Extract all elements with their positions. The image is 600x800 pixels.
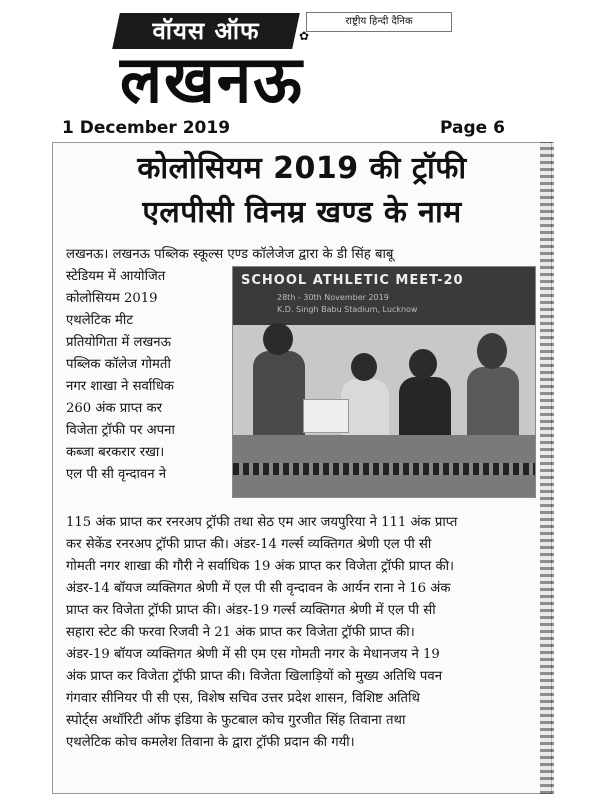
column-line: नगर शाखा ने सर्वाधिक — [66, 379, 174, 394]
body-line: एथलेटिक कोच कमलेश तिवाना के द्वारा ट्रॉफी प्रदान की गयी। — [66, 735, 355, 750]
photo-banner-title: SCHOOL ATHLETIC MEET-20 — [241, 273, 464, 288]
person-head — [351, 353, 377, 381]
flower-garland — [233, 463, 535, 475]
column-line: पब्लिक कॉलेज गोमती — [66, 357, 171, 372]
person-head — [477, 333, 507, 369]
issue-date: 1 December 2019 — [62, 118, 231, 138]
column-line: कब्जा बरकरार रखा। — [66, 445, 165, 460]
trophy-plaque — [303, 399, 349, 433]
body-line: अंडर-14 बॉयज व्यक्तिगत श्रेणी में एल पी सी वृन्दावन के आर्यन राना ने 16 अंक — [66, 581, 451, 596]
body-line: कर सेकेंड रनरअप ट्रॉफी प्राप्त की। अंडर-14 गर्ल्स व्यक्तिगत श्रेणी एल पी सी — [66, 537, 432, 552]
photo-banner — [233, 267, 535, 325]
body-line: अंक प्राप्त कर विजेता ट्रॉफी प्राप्त की। विजेता खिलाड़ियों को मुख्य अतिथि पवन — [66, 669, 443, 684]
column-line: स्टेडियम में आयोजित — [66, 269, 166, 284]
article-intro: लखनऊ। लखनऊ पब्लिक स्कूल्स एण्ड कॉलेजेज द्वारा के डी सिंह बाबू — [66, 247, 394, 262]
body-line: सहारा स्टेट की फरवा रिजवी ने 21 अंक प्राप्त कर विजेता ट्रॉफी प्राप्त की। — [66, 625, 415, 640]
lotus-icon: ✿ — [298, 29, 310, 43]
torn-edge — [540, 142, 554, 794]
column-line: 260 अंक प्राप्त कर — [66, 401, 162, 416]
photo-banner-venue: K.D. Singh Babu Stadium, Lucknow — [277, 305, 418, 314]
body-line: प्राप्त कर विजेता ट्रॉफी प्राप्त की। अंडर-19 गर्ल्स व्यक्तिगत श्रेणी में एल पी सी — [66, 603, 436, 618]
body-line: स्पोर्ट्स अथॉरिटी ऑफ इंडिया के फुटबाल कोच गुरजीत सिंह तिवाना तथा — [66, 713, 406, 728]
person-head — [263, 323, 293, 355]
column-line: कोलोसियम 2019 — [66, 291, 158, 306]
column-line: एथलेटिक मीट — [66, 313, 133, 328]
body-line: 115 अंक प्राप्त कर रनरअप ट्रॉफी तथा सेठ एम आर जयपुरिया ने 111 अंक प्राप्त — [66, 515, 458, 530]
column-line: प्रतियोगिता में लखनऊ — [66, 335, 171, 350]
body-line: गोमती नगर शाखा की गौरी ने सर्वाधिक 19 अंक प्राप्त कर विजेता ट्रॉफी प्राप्त की। — [66, 559, 455, 574]
article-body — [66, 512, 538, 754]
masthead-top-word: वॉयस ऑफ — [152, 17, 260, 45]
event-photo — [232, 266, 536, 498]
page-number: Page 6 — [440, 118, 505, 138]
headline-line-1: कोलोसियम 2019 की ट्रॉफी — [137, 151, 467, 186]
article-left-column — [66, 266, 230, 486]
photo-banner-dates: 28th - 30th November 2019 — [277, 293, 389, 302]
column-line: विजेता ट्रॉफी पर अपना — [66, 423, 175, 438]
column-line: एल पी सी वृन्दावन ने — [66, 467, 167, 482]
headline-line-2: एलपीसी विनम्र खण्ड के नाम — [142, 195, 462, 230]
body-line: अंडर-19 बॉयज व्यक्तिगत श्रेणी में सी एम एस गोमती नगर के मेधानजय ने 19 — [66, 647, 440, 662]
masthead-tagline: राष्ट्रीय हिन्दी दैनिक — [306, 12, 452, 32]
person-head — [409, 349, 437, 379]
body-line: गंगवार सीनियर पी सी एस, विशेष सचिव उत्तर प्रदेश शासन, विशिष्ट अतिथि — [66, 691, 420, 706]
masthead-title: लखनऊ — [120, 41, 304, 118]
